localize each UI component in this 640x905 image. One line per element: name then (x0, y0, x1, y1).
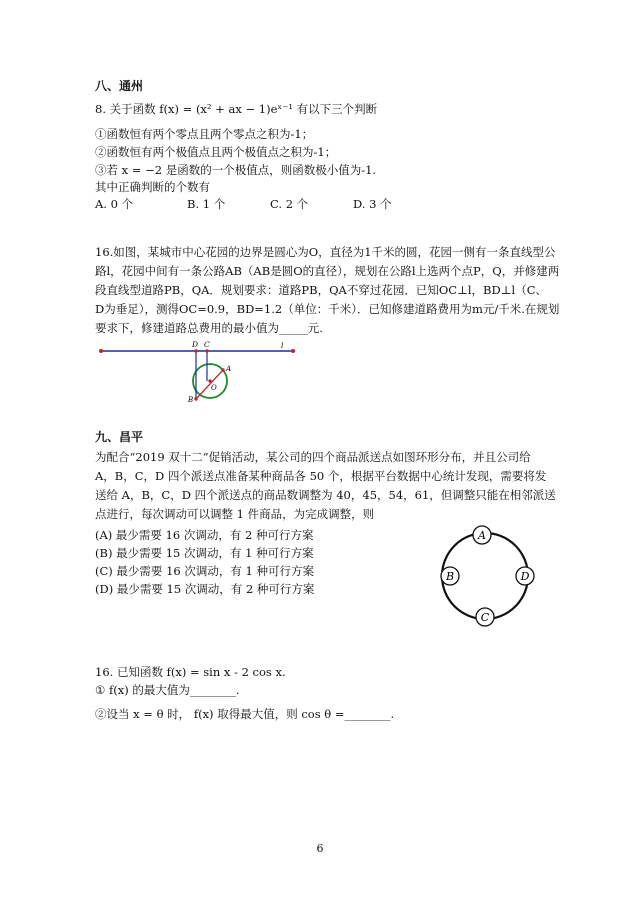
point-c (205, 349, 208, 352)
page-number: 6 (316, 842, 324, 855)
problem-16b-part-1: ① f(x) 的最大值为________. (95, 683, 240, 697)
point-a (221, 368, 224, 371)
option-b: B. 1 个 (187, 197, 226, 211)
label-c: C (204, 340, 210, 349)
option-c: C. 2 个 (270, 197, 309, 211)
judgment-1: ①函数恒有两个零点且两个零点之积为-1； (95, 127, 314, 141)
section-heading-tongzhou: 八、通州 (95, 79, 144, 93)
problem-16a-line-3: 段直线型道路PB，QA．规划要求：道路PB，QA不穿过花园．已知OC⊥l，BD⊥l（C、 (95, 283, 548, 297)
problem-9-option-c: (C) 最少需要 16 次调动，有 1 种可行方案 (95, 564, 314, 578)
point-b (194, 397, 197, 400)
problem-8-question: 其中正确判断的个数有 (95, 180, 210, 194)
option-a: A. 0 个 (95, 197, 134, 211)
problem-9-line-4: 点进行，每次调动可以调整 1 件商品，为完成调整，则 (95, 507, 375, 521)
problem-16b-stem: 16. 已知函数 f(x) = sin x - 2 cos x. (95, 665, 286, 679)
problem-16a-line-1: 16.如图，某城市中心花园的边界是圆心为O，直径为1千米的圆，花园一侧有一条直线型公 (95, 245, 556, 259)
point-o (208, 379, 211, 382)
node-c-label: C (480, 611, 490, 624)
problem-9-line-1: 为配合“2019 双十二”促销活动，某公司的四个商品派送点如图环形分布，并且公司给 (95, 450, 531, 464)
option-d: D. 3 个 (353, 197, 392, 211)
label-o: O (211, 384, 217, 392)
problem-16a-line-2: 路l，花园中间有一条公路AB（AB是圆O的直径），规划在公路l上选两个点P，Q，并修建两 (95, 264, 560, 278)
node-a-label: A (478, 529, 486, 542)
point-d (194, 349, 197, 352)
label-l: l (281, 341, 284, 350)
label-d: D (192, 340, 199, 349)
judgment-2: ②函数恒有两个极值点且两个极值点之积为-1； (95, 145, 337, 159)
garden-figure (95, 335, 305, 405)
problem-9-line-2: A，B，C，D 四个派送点准备某种商品各 50 个，根据平台数据中心统计发现，需要将发 (95, 469, 547, 483)
node-b-label: B (445, 570, 455, 583)
judgment-3: ③若 x = −2 是函数的一个极值点，则函数极小值为-1. (95, 163, 377, 177)
problem-16b-part-2: ②设当 x = θ 时， f(x) 取得最大值，则 cos θ =________. (95, 707, 395, 721)
problem-9-option-a: (A) 最少需要 16 次调动，有 2 种可行方案 (95, 528, 314, 542)
label-b: B (188, 396, 194, 404)
problem-8-stem: 8. 关于函数 f(x) = (x² + ax − 1)eˣ⁻¹ 有以下三个判断 (95, 102, 378, 116)
problem-9-line-3: 送给 A，B，C，D 四个派送点的商品数调整为 40，45，54，61，但调整只能在相邻派送 (95, 488, 556, 502)
problem-9-option-b: (B) 最少需要 15 次调动，有 1 种可行方案 (95, 546, 314, 560)
road-endpoint-left (99, 349, 103, 353)
label-a: A (226, 365, 232, 373)
problem-9-option-d: (D) 最少需要 15 次调动，有 2 种可行方案 (95, 582, 315, 596)
problem-16a-line-5: 要求下，修建道路总费用的最小值为_____元. (95, 321, 323, 335)
section-heading-changping: 九、昌平 (95, 430, 144, 444)
problem-16a-line-4: D为垂足），测得OC=0.9，BD=1.2（单位：千米）．已知修建道路费用为m元/千米.在规划 (95, 302, 560, 316)
road-endpoint-right (291, 349, 295, 353)
node-d-label: D (520, 570, 530, 583)
ring-figure (430, 522, 540, 632)
